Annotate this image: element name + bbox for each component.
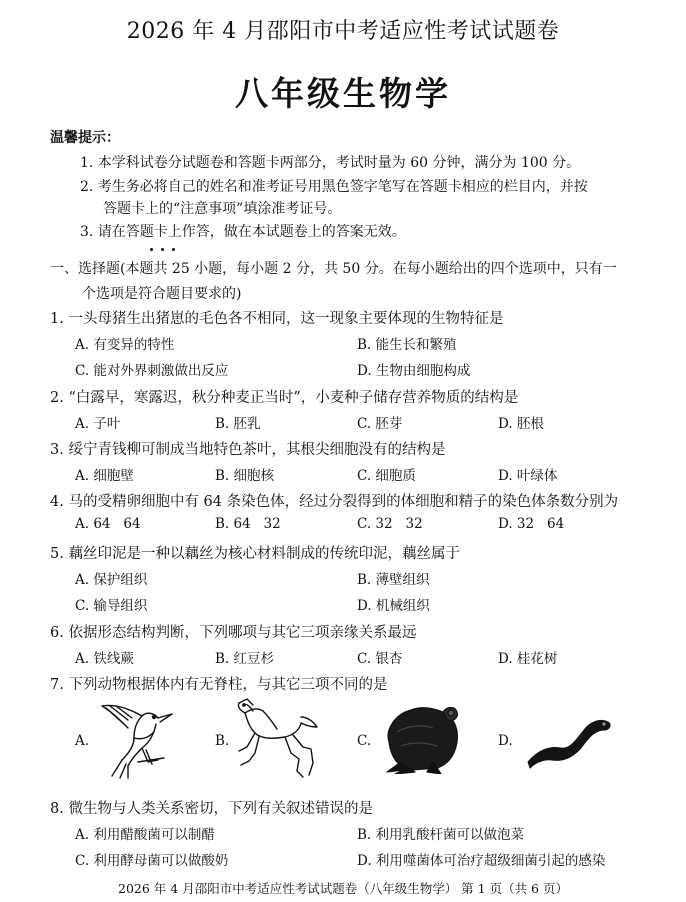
- emphasis-dots: [142, 236, 175, 255]
- q4-option-a: A. 64 64: [75, 516, 141, 532]
- tip-item-2-cont: 答题卡上的“注意事项”填涂准考证号。: [103, 201, 342, 217]
- eel-illustration: [524, 710, 614, 770]
- question-3: 3. 绥宁青钱柳可制成当地特色茶叶，其根尖细胞没有的结构是: [50, 442, 446, 458]
- q8-option-d: D. 利用噬菌体可治疗超级细菌引起的感染: [357, 853, 606, 869]
- q4-option-d: D. 32 64: [498, 516, 565, 532]
- page-footer: 2026 年 4 月邵阳市中考适应性考试试题卷（八年级生物学） 第 1 页（共 6 页）: [118, 881, 568, 896]
- q7-option-c: C.: [357, 733, 372, 749]
- q6-option-a: A. 铁线蕨: [75, 651, 134, 667]
- q7-option-b: B.: [215, 733, 230, 749]
- q4-option-b: B. 64 32: [215, 516, 281, 532]
- q1-option-a: A. 有变异的特性: [75, 337, 175, 353]
- q2-option-c: C. 胚芽: [357, 416, 403, 432]
- question-2: 2. “白露早，寒露迟，秋分种麦正当时”，小麦种子储存营养物质的结构是: [50, 390, 519, 406]
- tips-heading: 温馨提示：: [50, 130, 120, 146]
- q2-option-a: A. 子叶: [75, 416, 121, 432]
- question-6: 6. 依据形态结构判断，下列哪项与其它三项亲缘关系最远: [50, 625, 417, 641]
- q6-option-d: D. 桂花树: [498, 651, 558, 667]
- tip-item-2: 2. 考生务必将自己的姓名和准考证号用黑色签字笔写在答题卡相应的栏目内，并按: [80, 179, 588, 195]
- q5-option-c: C. 输导组织: [75, 598, 148, 614]
- q5-option-a: A. 保护组织: [75, 572, 148, 588]
- q1-option-c: C. 能对外界刺激做出反应: [75, 363, 229, 379]
- q3-option-c: C. 细胞质: [357, 468, 416, 484]
- q8-option-c: C. 利用酵母菌可以做酸奶: [75, 853, 229, 869]
- subject-title: 八年级生物学: [235, 74, 451, 113]
- q8-option-b: B. 利用乳酸杆菌可以做泡菜: [357, 827, 525, 843]
- horse-illustration: [233, 697, 321, 783]
- q5-option-b: B. 薄壁组织: [357, 572, 430, 588]
- q1-option-d: D. 生物由细胞构成: [357, 363, 471, 379]
- section-heading-cont: 个选项是符合题目要求的): [82, 286, 242, 302]
- q2-option-b: B. 胚乳: [215, 416, 261, 432]
- frog-illustration: [381, 702, 461, 774]
- section-heading: 一、选择题(本题共 25 小题，每小题 2 分，共 50 分。在每小题给出的四个选项中，只有一: [50, 261, 617, 277]
- question-1: 1. 一头母猪生出猪崽的毛色各不相同，这一现象主要体现的生物特征是: [50, 311, 504, 327]
- question-7: 7. 下列动物根据体内有无脊柱，与其它三项不同的是: [50, 677, 388, 693]
- q8-option-a: A. 利用醋酸菌可以制醋: [75, 827, 215, 843]
- q6-option-b: B. 红豆杉: [215, 651, 275, 667]
- tip-item-3: 3. 请在答题卡上作答，做在本试题卷上的答案无效。: [80, 224, 406, 240]
- q1-option-b: B. 能生长和繁殖: [357, 337, 457, 353]
- tip-item-1: 1. 本学科试卷分试题卷和答题卡两部分，考试时量为 60 分钟，满分为 100 分。: [80, 155, 581, 171]
- q3-option-a: A. 细胞壁: [75, 468, 134, 484]
- bird-illustration: [98, 698, 178, 780]
- q5-option-d: D. 机械组织: [357, 598, 430, 614]
- question-8: 8. 微生物与人类关系密切，下列有关叙述错误的是: [50, 801, 373, 817]
- q3-option-d: D. 叶绿体: [498, 468, 558, 484]
- exam-title: 2026 年 4 月邵阳市中考适应性考试试题卷: [126, 19, 560, 44]
- q2-option-d: D. 胚根: [498, 416, 544, 432]
- question-5: 5. 藕丝印泥是一种以藕丝为核心材料制成的传统印泥，藕丝属于: [50, 546, 460, 562]
- q7-option-a: A.: [75, 733, 90, 749]
- q7-option-d: D.: [498, 733, 513, 749]
- q3-option-b: B. 细胞核: [215, 468, 275, 484]
- q6-option-c: C. 银杏: [357, 651, 403, 667]
- q4-option-c: C. 32 32: [357, 516, 423, 532]
- question-4: 4. 马的受精卵细胞中有 64 条染色体，经过分裂得到的体细胞和精子的染色体条数分别为: [50, 494, 619, 510]
